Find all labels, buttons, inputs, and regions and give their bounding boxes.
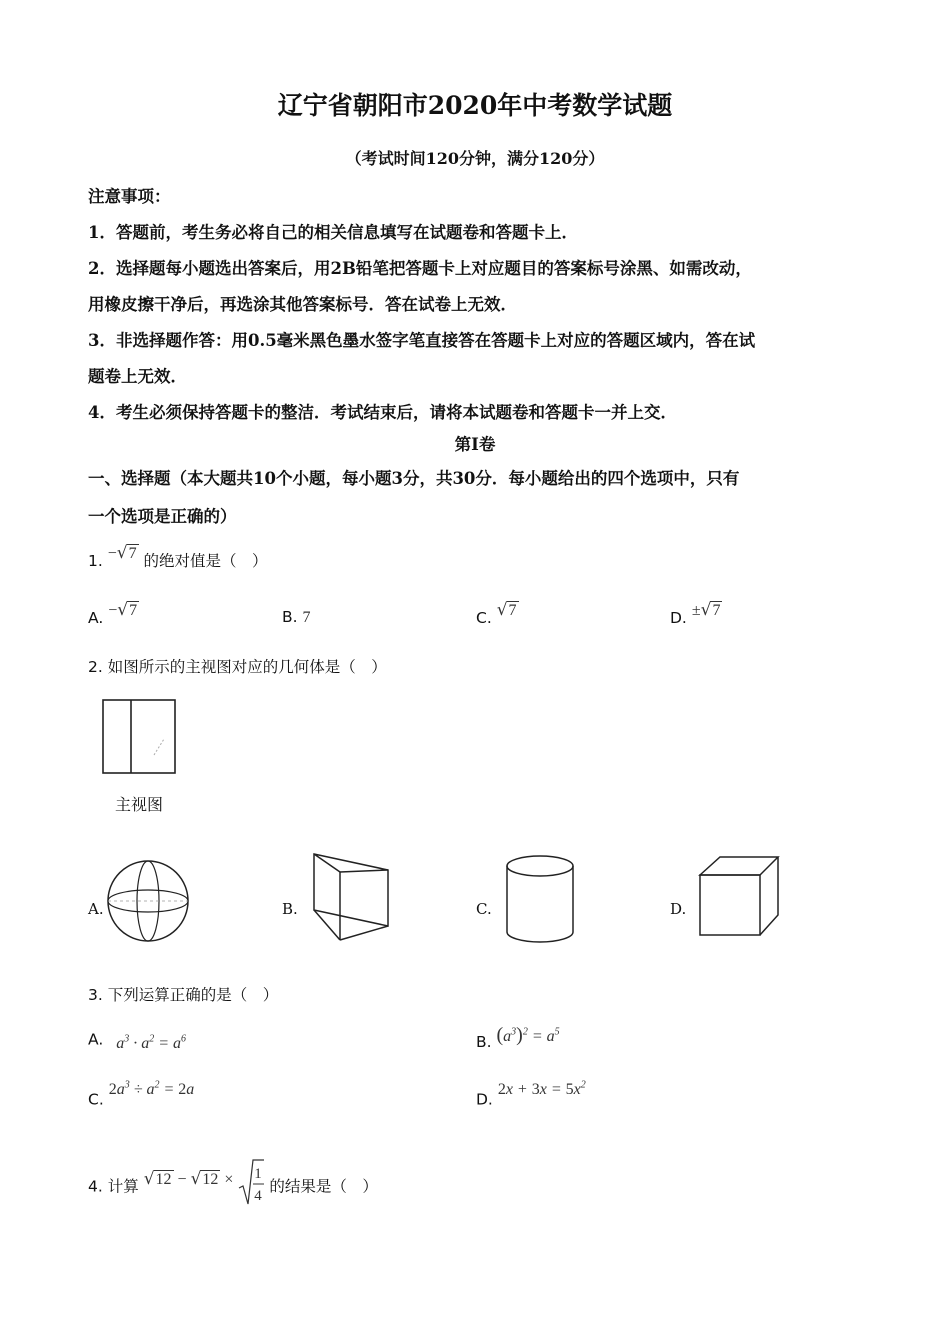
q1-expression: −√7 [107,543,137,563]
section-heading-cont: 一个选项是正确的） [88,507,237,526]
svg-text:1: 1 [254,1166,263,1182]
question-1 [88,543,268,571]
volume-label: 第I卷 [454,435,496,454]
notes-heading: 注意事项： [88,187,171,206]
triangular-prism-figure [310,850,392,946]
question-number: 2. [88,658,103,676]
question-2 [88,655,387,677]
sqrt-fraction [238,1158,264,1208]
q1-option-d[interactable]: D. ±√7 [670,600,721,627]
q2-option-c[interactable]: C. [476,900,492,918]
note-item-2-cont: 用橡皮擦干净后，再选涂其他答案标号．答在试卷上无效． [88,295,517,314]
exam-info: （考试时间120分钟，满分120分） [345,149,605,168]
page-title: 辽宁省朝阳市2020年中考数学试题 [277,91,673,120]
note-item-1: 1．答题前，考生务必将自己的相关信息填写在试题卷和答题卡上． [88,223,578,242]
question-3 [88,983,278,1005]
front-view-figure [100,697,180,777]
q2-option-b[interactable]: B. [282,900,298,918]
cube-figure [698,855,782,937]
question-4: 4. 计算 √12 − √12 × 1 4 的结果是（ ） [88,1162,378,1212]
question-number: 1. [88,552,103,570]
front-view-caption: 主视图 [115,795,164,814]
section-heading: 一、选择题（本大题共10个小题，每小题3分，共30分．每小题给出的四个选项中，只有 [88,469,740,488]
note-item-4: 4．考生必须保持答题卡的整洁．考试结束后，请将本试题卷和答题卡一并上交． [88,403,677,422]
question-text: 的绝对值是（ ） [143,552,268,570]
q4-expression: √12 − √12 × [143,1168,234,1189]
q1-option-c[interactable]: C. √7 [476,600,517,627]
svg-text:4: 4 [254,1188,263,1204]
question-text: 如图所示的主视图对应的几何体是（ ） [107,658,387,676]
q3-option-b[interactable]: B. $(a^3)^2 = a^5$ [476,1024,560,1051]
q3-option-a[interactable]: A. $a^3 \cdot a^2 = a^6$ [88,1030,186,1053]
question-number: 4. [88,1177,103,1196]
q3-option-c[interactable]: C. $2a^3 \div a^2 = 2a$ [88,1080,195,1109]
note-item-2: 2．选择题每小题选出答案后，用2B铅笔把答题卡上对应题目的答案标号涂黑、如需改动， [88,259,752,278]
note-item-3-cont: 题卷上无效． [88,367,187,386]
q1-option-a[interactable]: A. −√7 [88,600,138,627]
sphere-figure [106,857,192,947]
question-text: 下列运算正确的是（ ） [107,986,279,1004]
q3-option-d[interactable]: D. $2x + 3x = 5x^2$ [476,1080,586,1109]
q1-option-b[interactable]: B. 7 [282,608,311,626]
question-number: 3. [88,986,103,1004]
note-item-3: 3．非选择题作答：用0.5毫米黑色墨水签字笔直接答在答题卡上对应的答题区域内，答在试 [88,331,756,350]
q2-option-a[interactable]: A. [88,900,104,918]
q2-option-d[interactable]: D. [670,900,687,918]
cylinder-figure [504,854,580,948]
